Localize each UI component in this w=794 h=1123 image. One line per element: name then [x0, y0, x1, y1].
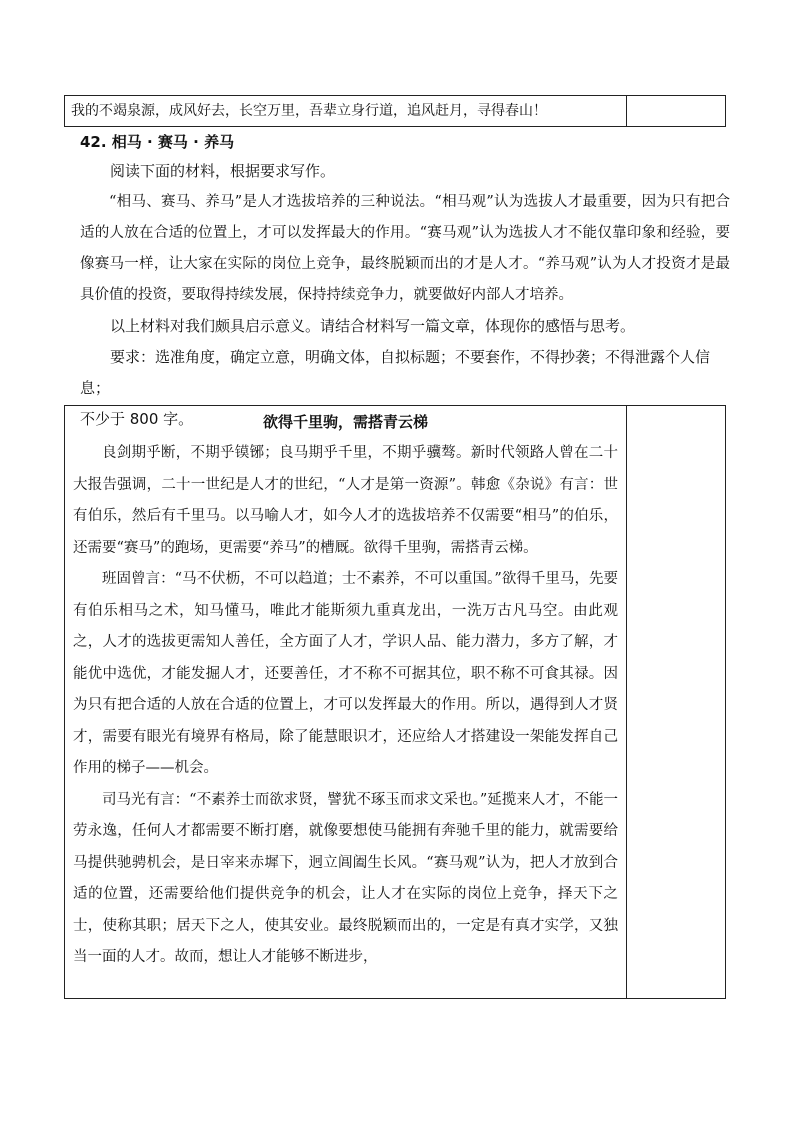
question-prompt	[80, 156, 730, 435]
previous-essay-margin-cell	[627, 96, 725, 126]
question-material: “相马、赛马、养马”是人才选拔培养的三种说法。“相马观”认为选拔人才最重要，因为只有把合适的人放在合适的位置上，才可以发挥最大的作用。“赛马观”认为选拔人才不能仅靠印象和经验，要像赛马一样，让大家在实际的岗位上竞争，最终脱颖而出的才是人才。“养马观”认为人才投资才是最具价值的投资，要取得持续发展，保持持续竞争力，就要做好内部人才培养。	[80, 194, 730, 303]
sample-essay-body	[65, 406, 627, 998]
question-intro: 阅读下面的材料，根据要求写作。	[110, 162, 336, 180]
question-requirement: 要求：选准角度，确定立意，明确文体，自拟标题；不要套作，不得抄袭；不得泄露个人信息；	[80, 348, 711, 397]
previous-essay-last-line: 我的不竭泉源，成风好去，长空万里，吾辈立身行道，追风赶月，寻得春山！	[65, 96, 627, 126]
question-requirement-word-count: 不少于 800 字。	[80, 410, 194, 428]
essay-paragraph-1: 良剑期乎断，不期乎镆铘；良马期乎千里，不期乎骥骜。新时代领路人曾在二十大报告强调，二十一世纪是人才的世纪，“人才是第一资源”。韩愈《杂说》有言：世有伯乐，然后有千里马。以马喻人才，如今人才的选拔培养不仅需要“相马”的伯乐，还需要“赛马”的跑场，更需要“养马”的槽厩。欲得千里驹，需搭青云梯。	[73, 445, 618, 556]
sample-essay-table	[64, 405, 726, 999]
previous-essay-table	[64, 95, 726, 127]
question-instruction: 以上材料对我们颇具启示意义。请结合材料写一篇文章，体现你的感悟与思考。	[110, 317, 636, 335]
essay-margin-cell	[627, 406, 725, 998]
question-title: 42. 相马 · 赛马 · 养马	[80, 133, 235, 151]
essay-paragraph-3: 司马光有言：“不素养士而欲求贤，譬犹不琢玉而求文采也。”延揽来人才，不能一劳永逸，任何人才都需要不断打磨，就像要想使马能拥有奔驰千里的能力，就需要给马提供驰骋机会，是日宰来赤墀下，迥立阊阖生长风。“赛马观”认为，把人才放到合适的位置，还需要给他们提供竞争的机会，让人才在实际的岗位上竞争，择天下之士，使称其职；居天下之人，使其安业。最终脱颖而出的，一定是有真才实学，又独当一面的人才。故而，想让人才能够不断进步，	[73, 791, 618, 965]
essay-paragraph-2: 班固曾言：“马不伏枥，不可以趋道；士不素养，不可以重国。”欲得千里马，先要有伯乐相马之术，知马懂马，唯此才能斯须九重真龙出，一洗万古凡马空。由此观之，人才的选拔更需知人善任，全方面了人才，学识人品、能力潜力，多方了解，才能优中选优，才能发掘人才，还要善任，才不称不可据其位，职不称不可食其禄。因为只有把合适的人放在合适的位置上，才可以发挥最大的作用。所以，遇得到人才贤才，需要有眼光有境界有格局，除了能慧眼识才，还应给人才搭建设一架能发挥自己作用的梯子——机会。	[73, 571, 618, 776]
essay-title: 欲得千里驹，需搭青云梯	[262, 413, 428, 431]
